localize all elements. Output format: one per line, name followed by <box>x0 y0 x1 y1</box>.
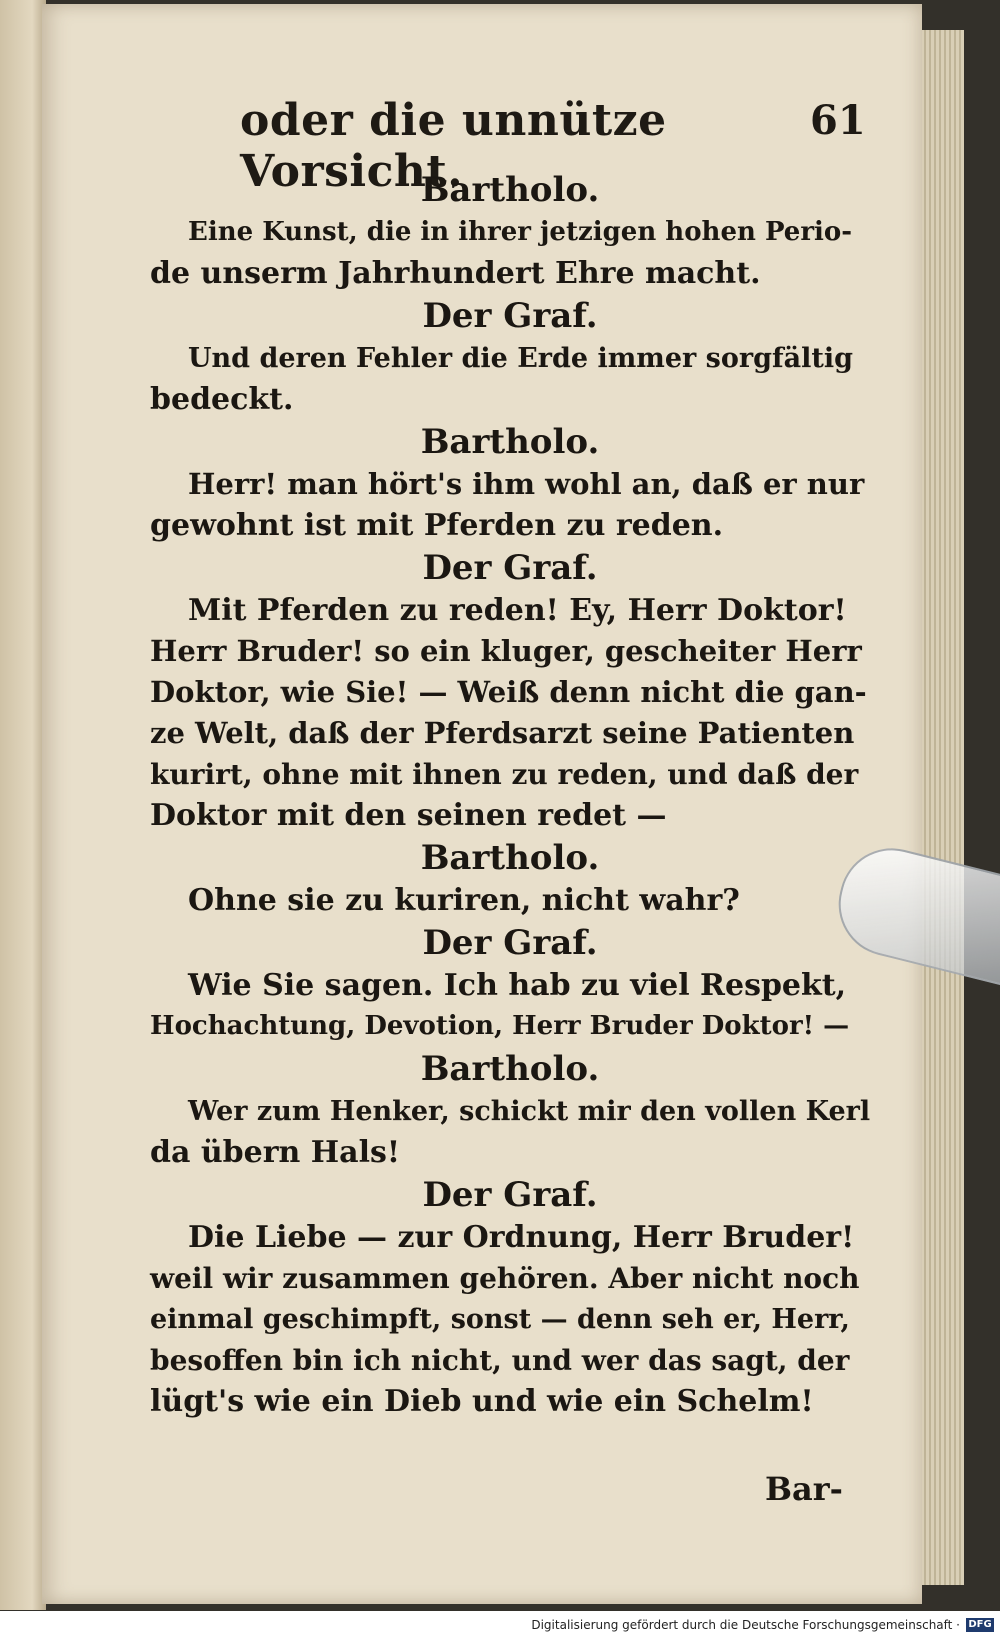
text-line: da übern Hals! <box>150 1135 401 1170</box>
speaker-heading: Der Graf. <box>422 548 598 588</box>
text-line: lügt's wie ein Dieb und wie ein Schelm! <box>150 1384 814 1419</box>
funding-credit: Digitalisierung gefördert durch die Deutsche Forschungsgemeinschaft · <box>531 1618 960 1632</box>
text-line: besoffen bin ich nicht, und wer das sagt, der <box>150 1344 850 1377</box>
facing-page-edge <box>0 0 46 1610</box>
text-line: bedeckt. <box>150 382 294 417</box>
text-line: weil wir zusammen gehören. Aber nicht noch <box>150 1262 860 1295</box>
text-line: ze Welt, daß der Pferdsarzt seine Patienten <box>150 716 855 750</box>
text-line: gewohnt ist mit Pferden zu reden. <box>150 508 724 543</box>
text-line: Hochachtung, Devotion, Herr Bruder Doktor! — <box>150 1011 850 1041</box>
speaker-heading: Der Graf. <box>422 923 598 963</box>
text-line: Die Liebe — zur Ordnung, Herr Bruder! <box>188 1220 855 1255</box>
catchword: Bar- <box>765 1470 843 1508</box>
speaker-heading: Der Graf. <box>422 296 598 336</box>
text-line: einmal geschimpft, sonst — denn seh er, Herr, <box>150 1304 850 1335</box>
text-line: Doktor, wie Sie! — Weiß denn nicht die gan- <box>150 675 867 709</box>
speaker-heading: Bartholo. <box>420 1049 600 1089</box>
dfg-logo: DFG <box>966 1618 994 1632</box>
speaker-heading: Bartholo. <box>420 838 600 878</box>
text-line: Eine Kunst, die in ihrer jetzigen hohen Perio- <box>188 217 853 247</box>
running-head-title: oder die unnütze Vorsicht. <box>240 95 667 197</box>
text-line: Wie Sie sagen. Ich hab zu viel Respekt, <box>188 968 847 1003</box>
text-line: Doktor mit den seinen redet — <box>150 798 667 833</box>
speaker-heading: Bartholo. <box>420 422 600 462</box>
page-number: 61 <box>810 97 866 144</box>
text-line: Wer zum Henker, schickt mir den vollen Kerl <box>188 1096 871 1127</box>
speaker-heading: Der Graf. <box>422 1175 598 1215</box>
text-line: Herr Bruder! so ein kluger, gescheiter Herr <box>150 634 862 668</box>
text-line: Ohne sie zu kuriren, nicht wahr? <box>188 883 740 918</box>
text-line: de unserm Jahrhundert Ehre macht. <box>150 256 761 291</box>
text-line: Und deren Fehler die Erde immer sorgfältig <box>188 343 853 374</box>
text-line: kurirt, ohne mit ihnen zu reden, und daß der <box>150 758 859 791</box>
digitization-footer <box>0 1611 1000 1641</box>
text-line: Mit Pferden zu reden! Ey, Herr Doktor! <box>188 593 847 628</box>
play-text <box>150 168 870 1422</box>
text-line: Herr! man hört's ihm wohl an, daß er nur <box>188 467 865 501</box>
speaker-heading: Bartholo. <box>420 170 600 210</box>
